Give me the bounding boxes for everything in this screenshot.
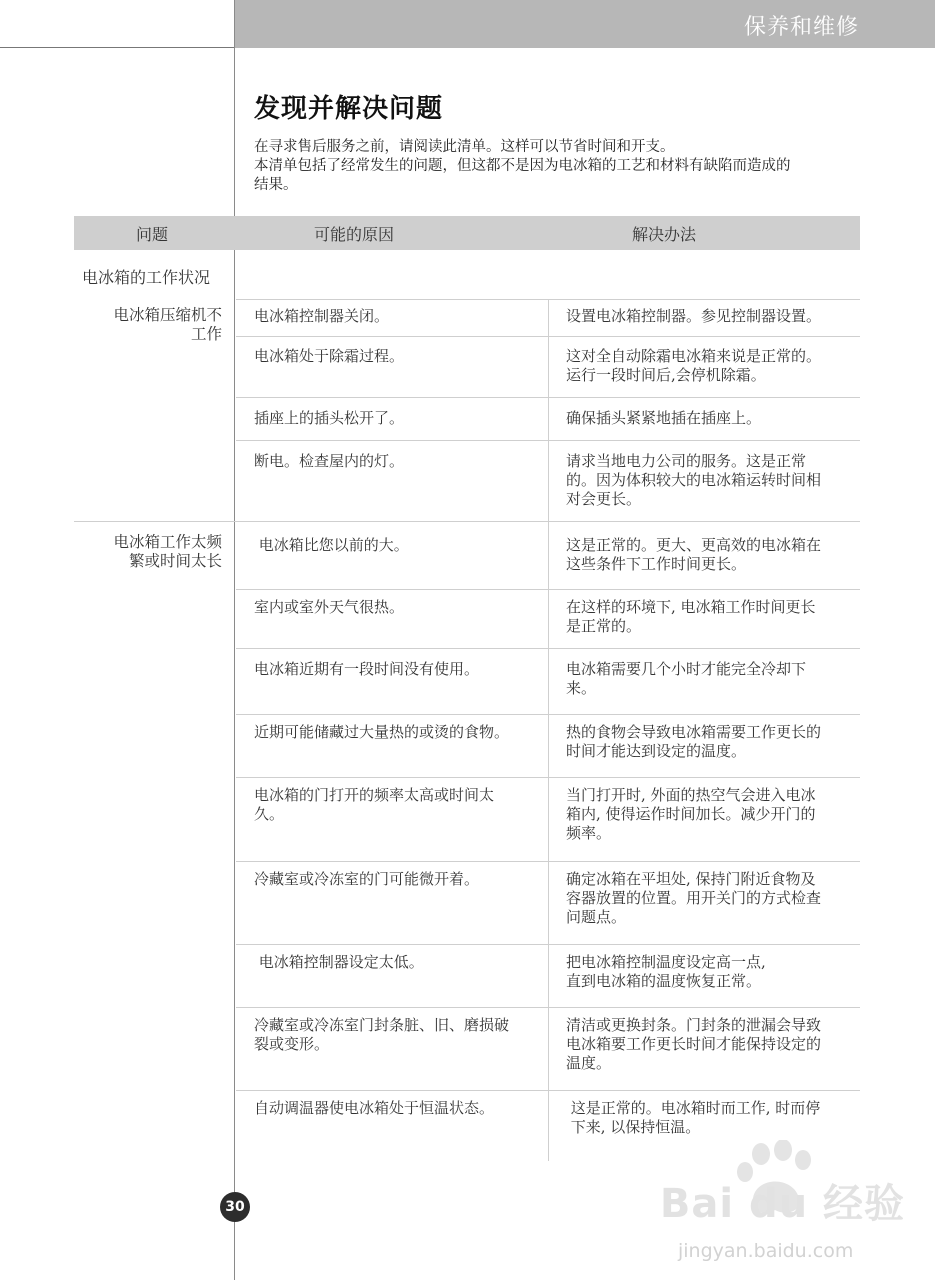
problem-line: 电冰箱压缩机不 <box>113 306 222 324</box>
cause-cell <box>254 1016 536 1054</box>
solution-line: 这些条件下工作时间更长。 <box>566 555 747 573</box>
cause-line: 插座上的插头松开了。 <box>254 409 405 427</box>
solution-line: 把电冰箱控制温度设定高一点, <box>566 953 766 971</box>
solution-line: 时间才能达到设定的温度。 <box>566 742 747 760</box>
solution-line: 温度。 <box>566 1054 612 1072</box>
solution-line: 对会更长。 <box>566 490 642 508</box>
solution-cell <box>566 409 852 428</box>
solution-cell <box>566 536 852 574</box>
cause-cell <box>254 536 536 555</box>
section-title: 保养和维修 <box>743 15 859 40</box>
cause-line: 冷藏室或冷冻室门封条脏、旧、磨损破 <box>254 1016 510 1034</box>
solution-line: 请求当地电力公司的服务。这是正常 <box>566 452 807 470</box>
solution-line: 电冰箱要工作更长时间才能保持设定的 <box>566 1035 822 1053</box>
watermark-brand: Bai du 经验 <box>659 1181 905 1227</box>
cause-line: 电冰箱控制器设定太低。 <box>254 953 424 971</box>
problem-label <box>80 306 222 344</box>
solution-cell <box>566 452 852 509</box>
cause-line: 电冰箱处于除霜过程。 <box>254 347 405 365</box>
cause-cell <box>254 452 536 471</box>
solution-line: 的。因为体积较大的电冰箱运转时间相 <box>566 471 822 489</box>
solution-line: 这是正常的。更大、更高效的电冰箱在 <box>566 536 822 554</box>
cause-line: 断电。检查屋内的灯。 <box>254 452 405 470</box>
cause-line: 久。 <box>254 805 285 823</box>
cause-cell <box>254 786 536 824</box>
cause-cell <box>254 953 536 972</box>
solution-line: 设置电冰箱控制器。参见控制器设置。 <box>566 307 822 325</box>
solution-cell <box>566 1099 852 1137</box>
table-header <box>74 216 860 250</box>
solution-line: 问题点。 <box>566 908 627 926</box>
cause-line: 电冰箱的门打开的频率太高或时间太 <box>254 786 495 804</box>
solution-cell <box>566 723 852 761</box>
solution-line: 箱内, 使得运作时间加长。减少开门的 <box>566 805 816 823</box>
solution-line: 在这样的环境下, 电冰箱工作时间更长 <box>566 598 816 616</box>
problem-line: 工作 <box>190 325 222 343</box>
solution-line: 下来, 以保持恒温。 <box>566 1118 701 1136</box>
solution-cell <box>566 660 852 698</box>
solution-line: 这是正常的。电冰箱时而工作, 时而停 <box>566 1099 821 1117</box>
solution-cell <box>566 598 852 636</box>
solution-line: 电冰箱需要几个小时才能完全冷却下 <box>566 660 807 678</box>
solution-line: 是正常的。 <box>566 617 642 635</box>
vertical-margin-rule <box>234 0 235 1280</box>
solution-line: 来。 <box>566 679 597 697</box>
solution-line: 直到电冰箱的温度恢复正常。 <box>566 972 762 990</box>
cause-cell <box>254 660 536 679</box>
cause-cell <box>254 347 536 366</box>
cause-line: 冷藏室或冷冻室的门可能微开着。 <box>254 870 480 888</box>
cause-cell <box>254 307 536 326</box>
column-divider <box>548 299 549 1161</box>
top-left-rule <box>0 47 236 48</box>
cause-line: 近期可能储藏过大量热的或烫的食物。 <box>254 723 510 741</box>
solution-cell <box>566 347 852 385</box>
solution-line: 热的食物会导致电冰箱需要工作更长的 <box>566 723 822 741</box>
cause-cell <box>254 409 536 428</box>
cause-line: 自动调温器使电冰箱处于恒温状态。 <box>254 1099 495 1117</box>
solution-line: 清洁或更换封条。门封条的泄漏会导致 <box>566 1016 822 1034</box>
intro-paragraph <box>254 138 854 195</box>
cause-cell <box>254 870 536 889</box>
header-cause: 可能的原因 <box>314 225 395 244</box>
solution-line: 这对全自动除霜电冰箱来说是正常的。 <box>566 347 822 365</box>
cause-line: 室内或室外天气很热。 <box>254 598 405 616</box>
solution-cell <box>566 1016 852 1073</box>
page-title: 发现并解决问题 <box>254 94 444 124</box>
solution-line: 确保插头紧紧地插在插座上。 <box>566 409 762 427</box>
header-problem: 问题 <box>136 225 169 244</box>
solution-cell <box>566 953 852 991</box>
intro-line: 结果。 <box>254 177 298 193</box>
intro-line: 本清单包括了经常发生的问题，但这都不是因为电冰箱的工艺和材料有缺陷而造成的 <box>254 158 791 174</box>
solution-cell <box>566 307 852 326</box>
problem-line: 电冰箱工作太频 <box>113 533 222 551</box>
solution-cell <box>566 870 852 927</box>
solution-line: 频率。 <box>566 824 612 842</box>
header-solution: 解决办法 <box>632 225 697 244</box>
cause-line: 电冰箱比您以前的大。 <box>254 536 409 554</box>
solution-cell <box>566 786 852 843</box>
intro-line: 在寻求售后服务之前，请阅读此清单。这样可以节省时间和开支。 <box>254 139 675 155</box>
watermark-url: jingyan.baidu.com <box>678 1240 854 1262</box>
solution-line: 运行一段时间后,会停机除霜。 <box>566 366 766 384</box>
cause-line: 电冰箱控制器关闭。 <box>254 307 390 325</box>
section-header-bar <box>235 0 935 48</box>
solution-line: 当门打开时, 外面的热空气会进入电冰 <box>566 786 816 804</box>
solution-line: 确定冰箱在平坦处, 保持门附近食物及 <box>566 870 816 888</box>
problem-label <box>80 533 222 571</box>
problem-line: 繁或时间太长 <box>128 552 222 570</box>
cause-line: 电冰箱近期有一段时间没有使用。 <box>254 660 480 678</box>
cause-cell <box>254 1099 536 1118</box>
page-number-badge: 30 <box>220 1192 250 1222</box>
cause-cell <box>254 598 536 617</box>
group-divider <box>74 521 860 522</box>
solution-line: 容器放置的位置。用开关门的方式检查 <box>566 889 822 907</box>
category-label: 电冰箱的工作状况 <box>82 268 211 287</box>
cause-line: 裂或变形。 <box>254 1035 330 1053</box>
cause-cell <box>254 723 536 742</box>
